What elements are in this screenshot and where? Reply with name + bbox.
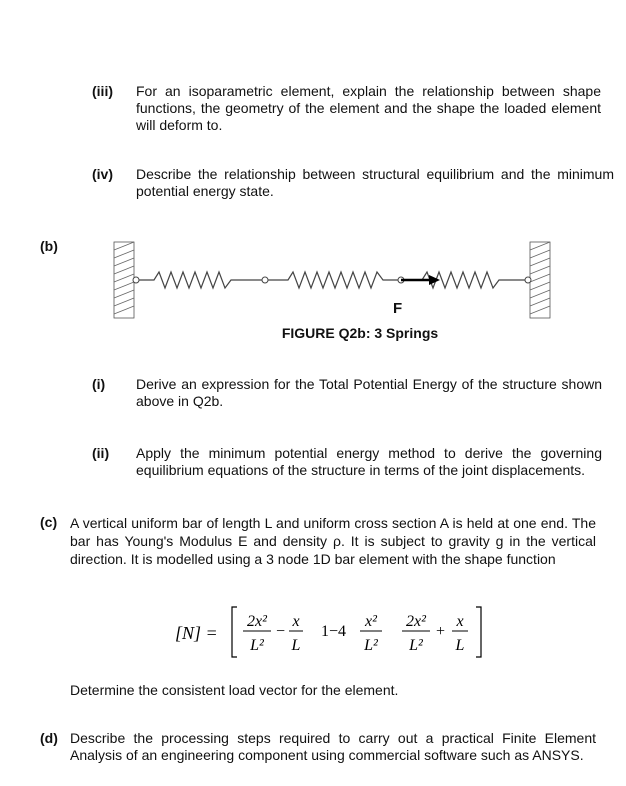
q-b-ii-label: (ii) [92,445,110,461]
eq-t4-den: L² [409,637,423,654]
spring-2 [268,272,398,288]
eq-t2-den: L [291,637,301,654]
eq-t1-num: 2x² [247,613,267,630]
shape-function-equation [175,602,495,662]
eq-t5-den: L [455,637,465,654]
eq-op1: − [276,623,286,640]
eq-t3-den: L² [364,637,378,654]
three-springs-figure [110,236,555,321]
node-2 [262,277,268,283]
eq-t3-num: x² [365,613,377,630]
q-c-label: (c) [40,514,58,530]
q-b-label: (b) [40,238,58,254]
eq-t2-num: x [292,613,300,630]
q-a-iv-label: (iv) [92,166,113,182]
spring-1 [138,272,262,288]
q-b-i-text: Derive an expression for the Total Potential Energy of the structure shown above in Q2b. [136,376,602,409]
right-fixed-wall [530,242,550,318]
node-4 [525,277,531,283]
q-a-iii-text: For an isoparametric element, explain the relationship between shape functions, the geometry of the element and the shape the loaded element will deform to. [136,83,601,133]
q-a-iv-text: Describe the relationship between structural equilibrium and the minimum potential energy state. [136,166,614,199]
q-c-followup: Determine the consistent load vector for the element. [70,682,399,698]
eq-t1-den: L² [250,637,264,654]
left-fixed-wall [114,242,134,318]
q-c-text: A vertical uniform bar of length L and uniform cross section A is held at one end. The bar has Young's Modulus E and density ρ. It is subject to gravity g in the vertical direction. It is modelled using a 3 node 1D bar element with the shape function [70,515,596,567]
eq-t5-num: x [456,613,464,630]
q-b-i-label: (i) [92,376,106,392]
force-label: F [393,300,403,317]
q-b-ii-text: Apply the minimum potential energy method to derive the governing equilibrium equations of the structure in terms of the joint displacements. [136,445,602,478]
eq-op2: + [436,623,446,640]
q-d-label: (d) [40,730,58,746]
eq-t4-num: 2x² [406,613,426,630]
eq-lhs: [N] = [175,623,218,643]
node-1 [133,277,139,283]
q-a-iii-label: (iii) [92,83,113,99]
eq-t3-pre: 1−4 [321,623,347,640]
q-d-text: Describe the processing steps required to carry out a practical Finite Element Analysis of an engineering component using commercial software such as ANSYS. [70,730,596,763]
figure-caption: FIGURE Q2b: 3 Springs [281,325,439,341]
